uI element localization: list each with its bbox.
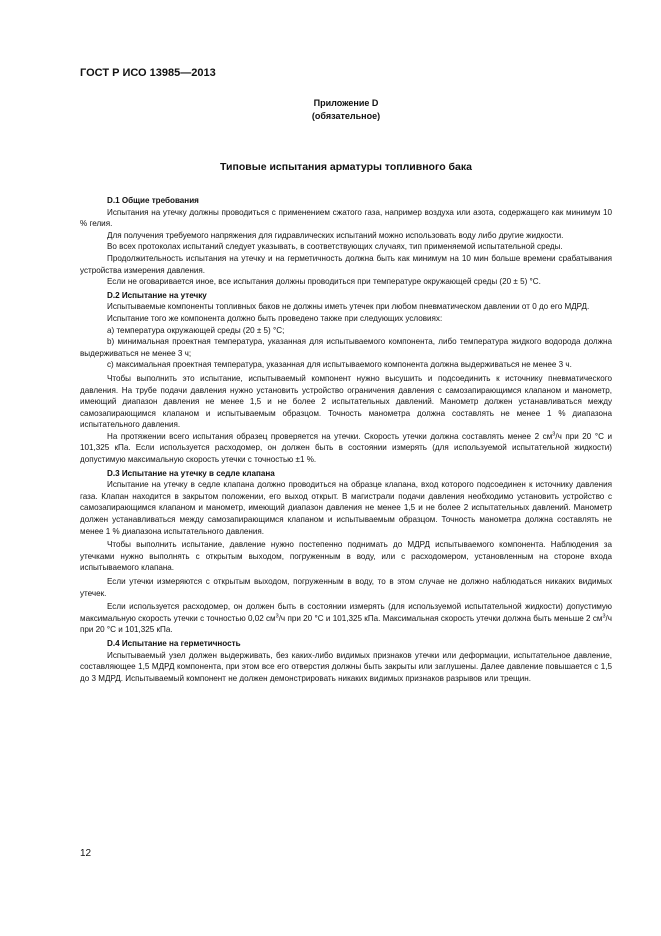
annex-heading xyxy=(80,97,612,123)
paragraph: Чтобы выполнить это испытание, испытываемый компонент нужно высушить и подсоединить к источнику пневматического давления. На трубе подачи давления нужно установить устройство ограничения давления с самозапирающимся клапаном и манометр, имеющий диапазон давления не менее 1,5 и не более 2 испытательных давлений. Манометр должен устанавливаться между самозапирающимся клапаном и испытываемым образцом. Точность манометра должна составлять не менее 1 % диапазона испытательного давления. xyxy=(80,373,612,430)
paragraph: Если не оговаривается иное, все испытания должны проводиться при температуре окружающей среды (20 ± 5) °С. xyxy=(107,277,541,287)
text-fragment: /ч при 20 °С и 101,325 кПа. Если используется расходомер, он должен быть в состоянии измерять (для используемой испытательной жидкости) допустимую максимальную скорость утечки с точностью ±1 %. xyxy=(80,431,612,465)
list-item: c) максимальная проектная температура, указанная для испытываемого компонента должна выдерживаться не менее 3 ч. xyxy=(107,360,572,370)
paragraph xyxy=(80,601,612,636)
annex-status: (обязательное) xyxy=(311,111,381,121)
paragraph: Испытания на утечку должны проводиться с применением сжатого газа, например воздуха или азота, содержащего как минимум 10 % гелия. xyxy=(80,207,612,229)
paragraph: Продолжительность испытания на утечку и на герметичность должна быть как минимум на 10 мин больше времени срабатывания устройства измерения давления. xyxy=(80,253,612,275)
superscript: 3 xyxy=(275,613,279,620)
page-number: 12 xyxy=(80,848,92,859)
section-heading: D.4 Испытание на герметичность xyxy=(107,638,241,648)
paragraph: Испытываемый узел должен выдерживать, без каких-либо видимых признаков утечки или деформации, испытательное давление, составляющее 1,5 МДРД компонента, при этом все его отверстия должны быть закрыты или заглушены. Далее давление повышается с 1,5 до 3 МДРД. Испытываемый компонент не должен демонстрировать никаких видимых признаков разрывов или трещин. xyxy=(80,650,612,683)
section-heading: D.2 Испытание на утечку xyxy=(107,290,207,300)
paragraph: Во всех протоколах испытаний следует указывать, в соответствующих случаях, тип применяемой испытательной среды. xyxy=(107,242,563,252)
paragraph: Чтобы выполнить испытание, давление нужно постепенно поднимать до МДРД испытываемого компонента. Наблюдения за утечками нужно выполнять с открытым выходом, погруженным в воду, или с расходомером, установленным на стороне входа испытываемого клапана. xyxy=(80,540,612,573)
paragraph: Испытываемые компоненты топливных баков не должны иметь утечек при любом пневматическом давлении от 0 до его МДРД. xyxy=(107,302,590,312)
superscript: 3 xyxy=(602,613,606,620)
section-heading: D.1 Общие требования xyxy=(107,196,199,205)
text-fragment: /ч при 20 °С и 101,325 кПа. xyxy=(80,613,612,635)
paragraph xyxy=(80,431,612,466)
list-item: a) температура окружающей среды (20 ± 5) °С; xyxy=(107,325,285,335)
text-fragment: На протяжении всего испытания образец проверяется на утечки. Скорость утечки должна составлять менее 2 см xyxy=(107,431,553,441)
section-heading: D.3 Испытание на утечку в седле клапана xyxy=(107,468,275,478)
standard-number: ГОСТ Р ИСО 13985—2013 xyxy=(80,67,216,79)
annex-label: Приложение D xyxy=(313,98,379,108)
annex-title: Типовые испытания арматуры топливного бака xyxy=(220,161,472,173)
list-item: b) минимальная проектная температура, указанная для испытываемого компонента, либо температура жидкого водорода должна выдерживаться не менее 3 ч; xyxy=(80,337,612,358)
paragraph: Если утечки измеряются с открытым выходом, погруженным в воду, то в этом случае не должно наблюдаться никаких видимых утечек. xyxy=(80,577,612,598)
paragraph: Для получения требуемого напряжения для гидравлических испытаний можно использовать воду либо другие жидкости. xyxy=(107,230,564,240)
paragraph: Испытание того же компонента должно быть проведено также при следующих условиях: xyxy=(107,313,443,323)
text-fragment: Если используется расходомер, он должен быть в состоянии измерять (для используемой испытательной жидкости) допустимую максимальную скорость утечки с точностью 0,02 см xyxy=(80,602,612,623)
paragraph: Испытание на утечку в седле клапана должно проводиться на образце клапана, вход которого подсоединен к источнику давления газа. Клапан находится в закрытом положении, его выход открыт. В магистрали подачи давления необходимо установить устройство с самозапирающимся клапаном и манометр, имеющий диапазон давления не менее 1,5 и не более 2 испытательных давлений. Манометр должен устанавливаться между самозапирающимся клапаном и испытываемым образцом. Точность манометра должна составлять не менее 1 % диапазона испытательного давления. xyxy=(80,480,612,536)
document-body xyxy=(80,193,612,684)
superscript: 3 xyxy=(552,431,556,438)
text-fragment: /ч при 20 °С и 101,325 кПа. Максимальная скорость утечки должна быть меньше 2 см xyxy=(278,613,603,623)
